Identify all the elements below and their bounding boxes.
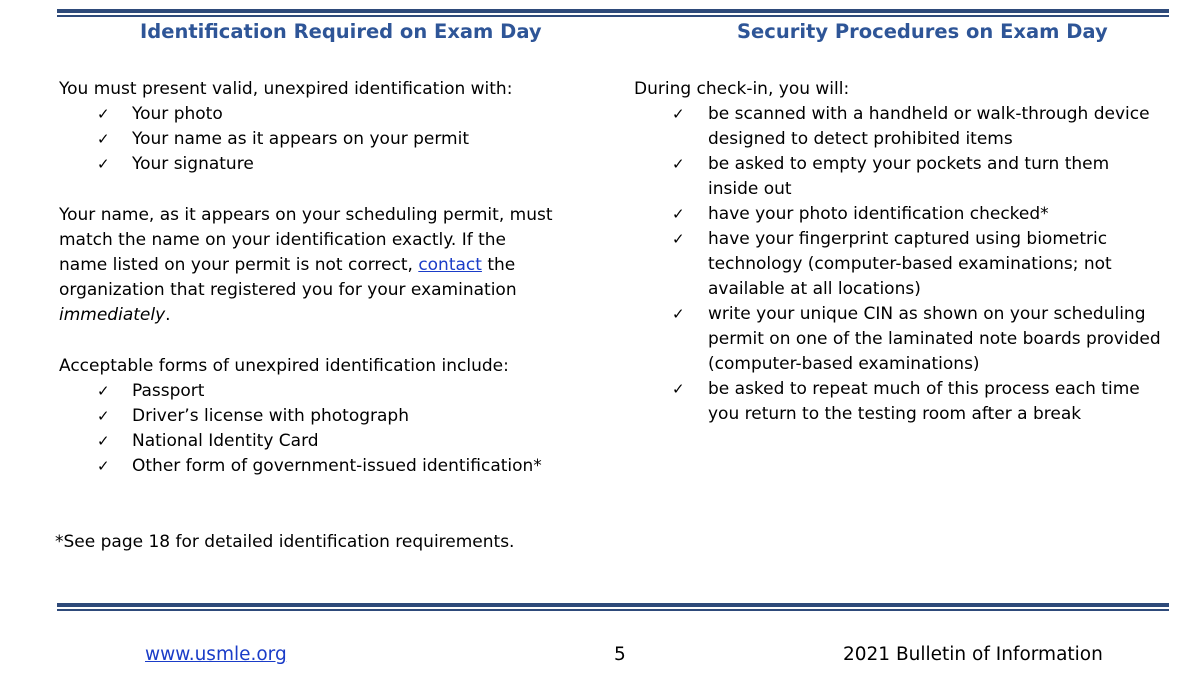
- identification-intro: You must present valid, unexpired identification with:: [59, 79, 513, 99]
- acceptable-id-intro: Acceptable forms of unexpired identification include:: [59, 356, 509, 376]
- checkmark-icon: ✓: [672, 230, 685, 248]
- website-link[interactable]: www.usmle.org: [145, 644, 287, 665]
- list-item: ✓ Your signature: [97, 152, 577, 177]
- security-intro: During check-in, you will:: [634, 79, 850, 99]
- checkmark-icon: ✓: [97, 407, 110, 425]
- top-rule-thin: [57, 15, 1169, 17]
- checkmark-icon: ✓: [97, 432, 110, 450]
- list-item: ✓ National Identity Card: [97, 429, 577, 454]
- checkmark-icon: ✓: [672, 305, 685, 323]
- list-item: ✓ be asked to empty your pockets and turn them inside out: [672, 154, 1110, 199]
- checkmark-icon: ✓: [97, 457, 110, 475]
- publication-title: 2021 Bulletin of Information: [843, 644, 1103, 665]
- list-item: ✓ be asked to repeat much of this process each time you return to the testing room after a break: [672, 379, 1140, 424]
- list-item: ✓ have your photo identification checked*: [672, 202, 1162, 227]
- identification-heading: Identification Required on Exam Day: [140, 20, 542, 43]
- list-item: ✓ have your fingerprint captured using biometric technology (computer-based examinations; not available at all locations): [672, 229, 1112, 299]
- checkmark-icon: ✓: [97, 130, 110, 148]
- checkmark-icon: ✓: [672, 155, 685, 173]
- bottom-rule-thick: [57, 603, 1169, 607]
- name-match-paragraph: Your name, as it appears on your scheduling permit, must match the name on your identification exactly. If the name listed on your permit is not correct, contact the organization that registered you for your examination immediately.: [59, 205, 553, 325]
- bottom-rule-thin: [57, 609, 1169, 611]
- list-item: ✓ Other form of government-issued identification*: [97, 454, 577, 479]
- list-item: ✓ write your unique CIN as shown on your scheduling permit on one of the laminated note boards provided (computer-based examinations): [672, 304, 1161, 374]
- list-item: ✓ Your photo: [97, 102, 577, 127]
- checkmark-icon: ✓: [97, 155, 110, 173]
- list-item: ✓ Your name as it appears on your permit: [97, 127, 577, 152]
- checkmark-icon: ✓: [672, 380, 685, 398]
- checkmark-icon: ✓: [97, 105, 110, 123]
- checkmark-icon: ✓: [672, 205, 685, 223]
- security-procedures-list: [672, 102, 1162, 427]
- list-item: ✓ be scanned with a handheld or walk-through device designed to detect prohibited items: [672, 104, 1150, 149]
- list-item: ✓ Driver’s license with photograph: [97, 404, 577, 429]
- contact-link[interactable]: contact: [418, 255, 482, 275]
- required-id-list: [97, 102, 577, 177]
- footnote: *See page 18 for detailed identification requirements.: [55, 532, 515, 552]
- checkmark-icon: ✓: [97, 382, 110, 400]
- page-number: 5: [614, 644, 626, 665]
- list-item: ✓ Passport: [97, 379, 577, 404]
- checkmark-icon: ✓: [672, 105, 685, 123]
- top-rule-thick: [57, 9, 1169, 13]
- security-heading: Security Procedures on Exam Day: [737, 20, 1108, 43]
- acceptable-id-list: [97, 379, 577, 479]
